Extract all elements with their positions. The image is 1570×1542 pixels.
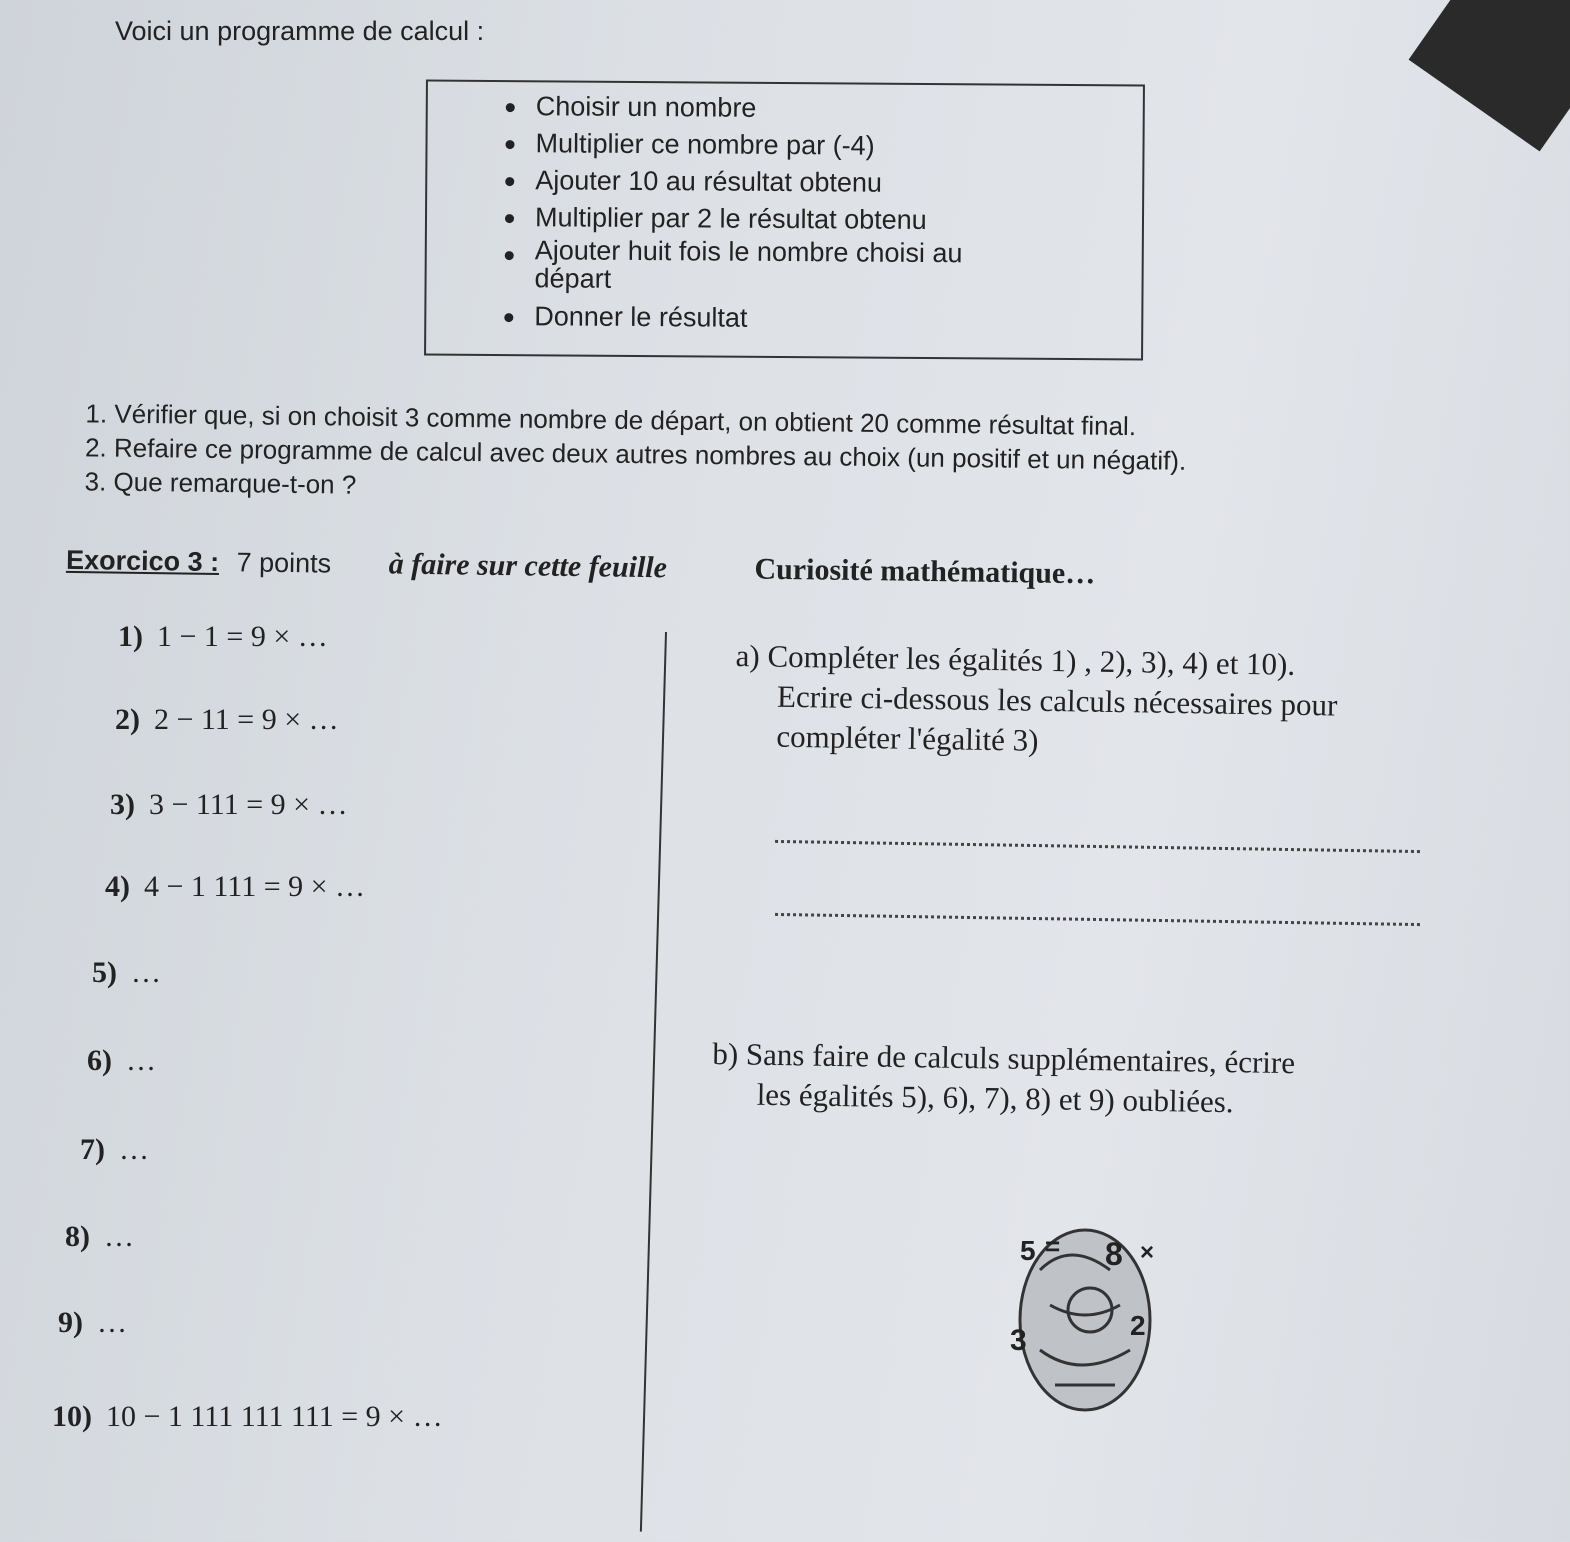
- program-step: Ajouter huit fois le nombre choisi au départ: [426, 236, 964, 296]
- exercise-points: 7 points: [236, 547, 332, 579]
- svg-text:5: 5: [1020, 1235, 1036, 1266]
- math-illustration: [1000, 1210, 1180, 1425]
- program-step: Donner le résultat: [426, 298, 1141, 340]
- program-step: Multiplier par 2 le résultat obtenu: [427, 199, 1142, 241]
- program-box: [424, 79, 1145, 360]
- equality-2: 2) 2 − 11 = 9 × …: [115, 703, 339, 736]
- answer-line-2[interactable]: [775, 913, 1420, 926]
- equality-10: 10) 10 − 1 111 111 111 = 9 × …: [52, 1400, 443, 1433]
- equality-3: 3) 3 − 111 = 9 × …: [110, 788, 348, 821]
- svg-text:2: 2: [1130, 1310, 1146, 1341]
- equality-6: 6) …: [87, 1044, 156, 1077]
- part-b-line-1: b) Sans faire de calculs supplémentaires, écrire: [712, 1036, 1296, 1081]
- svg-text:8: 8: [1105, 1236, 1123, 1272]
- exercise-title: Exorcico 3 :: [65, 544, 220, 578]
- svg-text:=: =: [1045, 1231, 1061, 1261]
- intro-text: Voici un programme de calcul :: [115, 16, 485, 46]
- equality-1: 1) 1 − 1 = 9 × …: [118, 620, 328, 653]
- equality-5: 5) …: [92, 956, 161, 989]
- questions: [84, 396, 1505, 515]
- question-2: 2. Refaire ce programme de calcul avec deux autres nombres au choix (un positif et un négatif).: [84, 432, 1187, 476]
- part-a: [734, 636, 1496, 768]
- program-step: Multiplier ce nombre par (-4): [427, 125, 1142, 167]
- photo-corner-shadow: [1409, 0, 1570, 151]
- program-step: Ajouter 10 au résultat obtenu: [427, 162, 1142, 204]
- exercise-note: à faire sur cette feuille: [388, 547, 668, 585]
- equality-4: 4) 4 − 1 111 = 9 × …: [105, 870, 366, 903]
- exercise-header: [66, 543, 1366, 595]
- part-a-line-3: compléter l'égalité 3): [776, 718, 1039, 758]
- equality-8: 8) …: [65, 1220, 134, 1253]
- equality-9: 9) …: [58, 1306, 127, 1339]
- answer-line-1[interactable]: [775, 840, 1420, 853]
- question-1: 1. Vérifier que, si on choisit 3 comme nombre de départ, on obtient 20 comme résultat final.: [85, 398, 1137, 442]
- part-b-line-2: les égalités 5), 6), 7), 8) et 9) oubliées.: [756, 1076, 1234, 1120]
- part-a-line-1: a) Compléter les égalités 1) , 2), 3), 4) et 10).: [735, 638, 1296, 682]
- column-divider: [640, 632, 667, 1532]
- svg-text:3: 3: [1010, 1324, 1027, 1357]
- equality-7: 7) …: [80, 1133, 149, 1166]
- part-a-line-2: Ecrire ci-dessous les calculs nécessaires pour: [776, 678, 1338, 723]
- svg-text:×: ×: [1140, 1239, 1155, 1266]
- exercise-subtitle: Curiosité mathématique…: [754, 552, 1096, 591]
- question-3: 3. Que remarque-t-on ?: [84, 466, 357, 500]
- part-b: [711, 1034, 1472, 1126]
- program-step: Choisir un nombre: [428, 88, 1143, 130]
